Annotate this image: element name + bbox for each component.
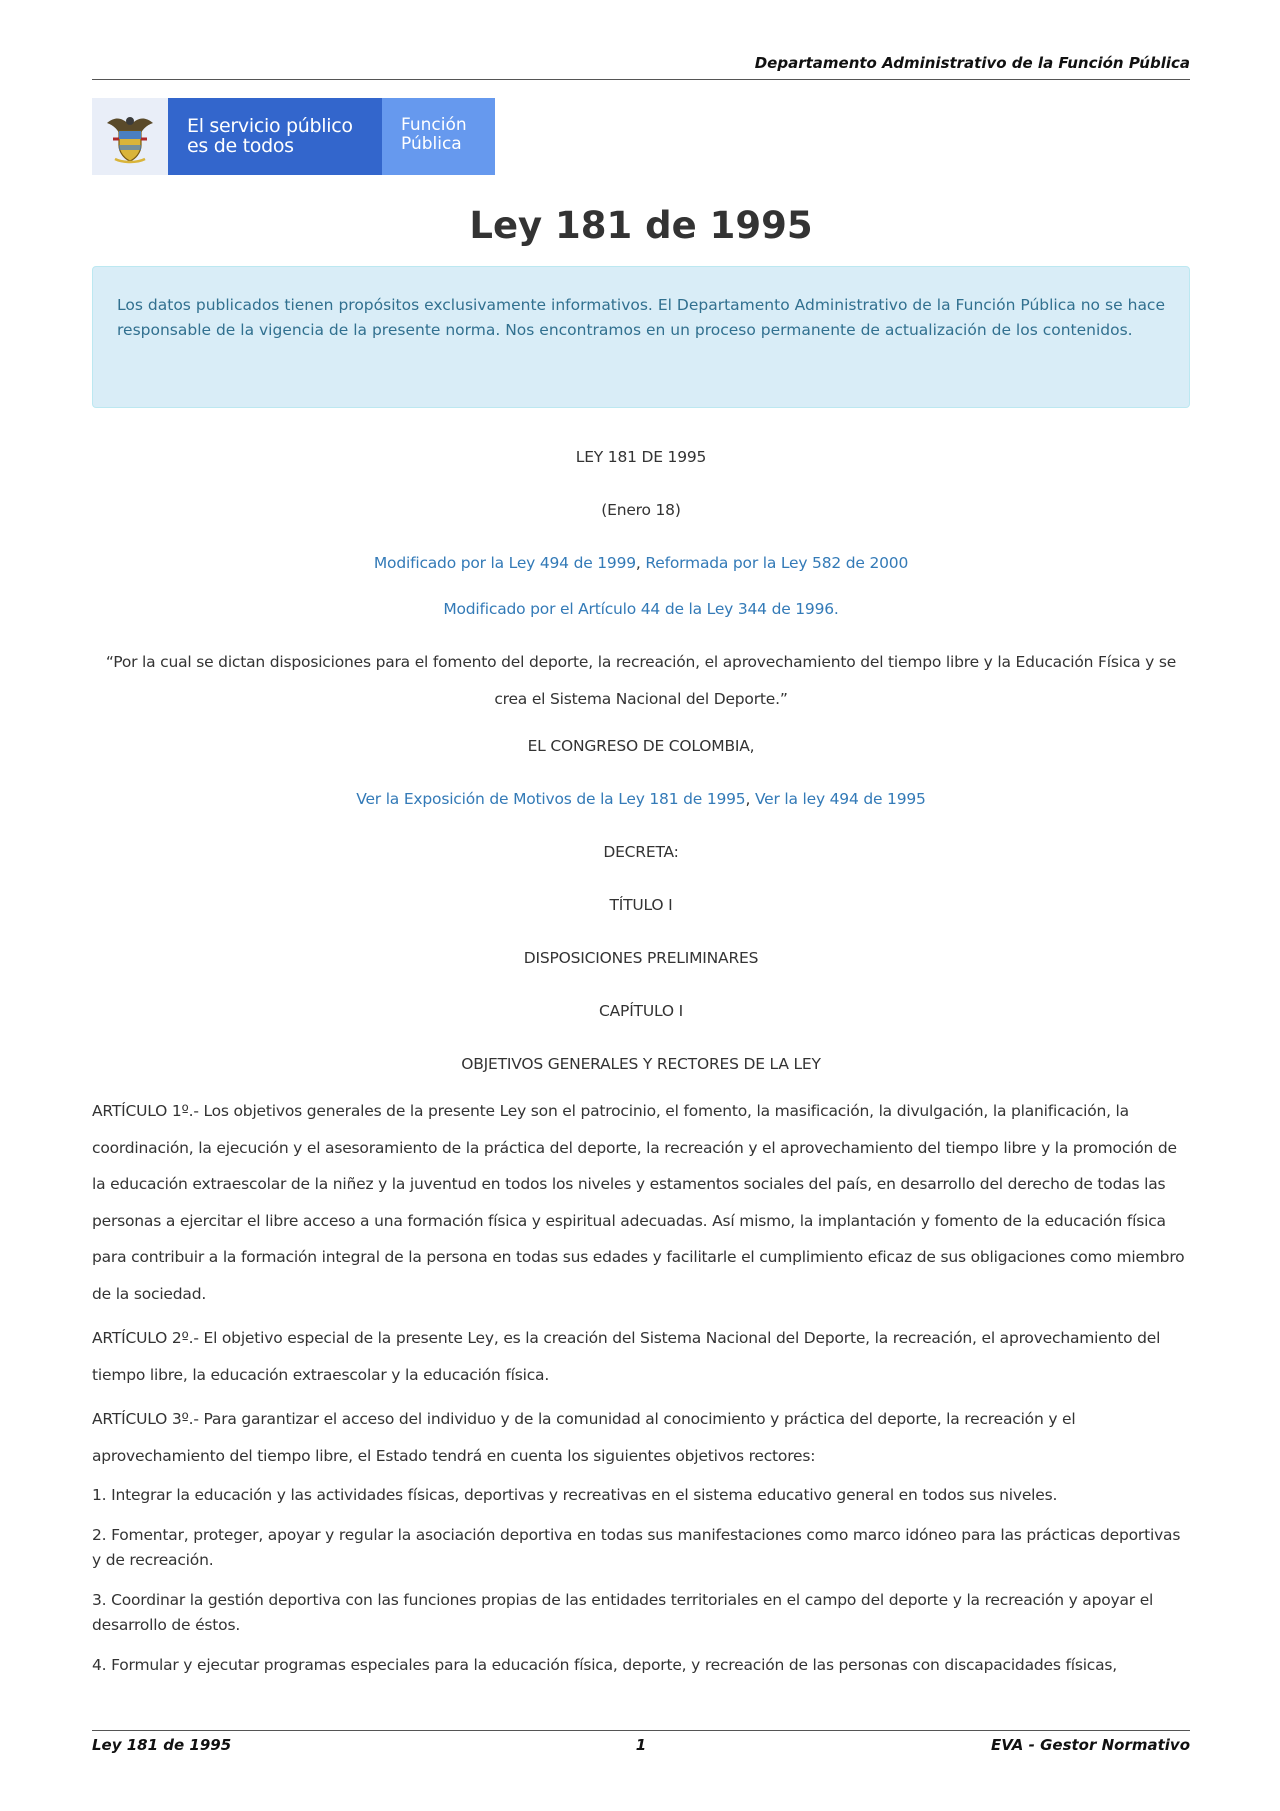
page-header bbox=[92, 54, 1190, 80]
link-exposicion-motivos[interactable]: Ver la Exposición de Motivos de la Ley 181 de 1995 bbox=[356, 790, 746, 808]
footer-law-name: Ley 181 de 1995 bbox=[92, 1736, 232, 1754]
article-3: ARTÍCULO 3º.- Para garantizar el acceso del individuo y de la comunidad al conocimiento y práctica del deporte, la recreación y el aprovechamiento del tiempo libre, el Estado tendrá en cuenta los siguientes objetivos rectores: bbox=[92, 1410, 1076, 1465]
footer-system-name: EVA - Gestor Normativo bbox=[990, 1736, 1190, 1754]
law-epigraph: “Por la cual se dictan disposiciones para el fomento del deporte, la recreación, el aprovechamiento del tiempo libre y la Educación Física y se crea el Sistema Nacional del Deporte.” bbox=[105, 653, 1177, 708]
link-separator: , bbox=[745, 790, 755, 808]
capitulo-name: OBJETIVOS GENERALES Y RECTORES DE LA LEY bbox=[461, 1055, 821, 1073]
logo-slogan-line1: El servicio público bbox=[187, 115, 353, 137]
list-item: 4. Formular y ejecutar programas especiales para la educación física, deporte, y recreación de las personas con discapacidades físicas, bbox=[92, 1656, 1118, 1674]
info-notice: Los datos publicados tienen propósitos exclusivamente informativos. El Departamento Administrativo de la Función Pública no se hace responsable de la vigencia de la presente norma. Nos encontramos en un proceso permanente de actualización de los contenidos. bbox=[92, 266, 1190, 408]
modification-link-row bbox=[92, 598, 1190, 620]
link-articulo-44-ley-344[interactable]: Modificado por el Artículo 44 de la Ley 344 de 1996. bbox=[443, 600, 839, 618]
logo-brand-line1: Función bbox=[401, 115, 467, 135]
header-organization: Departamento Administrativo de la Función Pública bbox=[754, 54, 1190, 72]
list-item: 1. Integrar la educación y las actividades físicas, deportivas y recreativas en el sistema educativo general en todos sus niveles. bbox=[92, 1486, 1058, 1504]
congress-line: EL CONGRESO DE COLOMBIA, bbox=[527, 737, 755, 755]
page-footer bbox=[92, 1730, 1190, 1756]
logo-slogan bbox=[168, 98, 382, 175]
colombia-coat-of-arms-icon bbox=[92, 98, 168, 175]
page-title: Ley 181 de 1995 bbox=[469, 204, 813, 247]
logo-brand bbox=[382, 98, 495, 175]
list-item: 2. Fomentar, proteger, apoyar y regular la asociación deportiva en todas sus manifestaciones como marco idóneo para las prácticas deportivas y de recreación. bbox=[92, 1526, 1181, 1569]
capitulo-heading: CAPÍTULO I bbox=[599, 1002, 683, 1020]
law-heading: LEY 181 DE 1995 bbox=[575, 448, 707, 466]
article-1: ARTÍCULO 1º.- Los objetivos generales de la presente Ley son el patrocinio, el fomento, la masificación, la divulgación, la planificación, la coordinación, la ejecución y el asesoramiento de la práctica del deporte, la recreación y el aprovechamiento del tiempo libre y la promoción de la educación extraescolar de la niñez y la juventud en todos los niveles y estamentos sociales del país, en desarrollo del derecho de todas las personas a ejercitar el libre acceso a una formación física y espiritual adecuadas. Así mismo, la implantación y fomento de la educación física para contribuir a la formación integral de la persona en todas sus edades y facilitarle el cumplimiento eficaz de sus obligaciones como miembro de la sociedad. bbox=[92, 1102, 1185, 1303]
logo-slogan-line2: es de todos bbox=[187, 135, 294, 157]
funcion-publica-logo[interactable] bbox=[92, 98, 495, 175]
reference-links bbox=[92, 788, 1190, 810]
article-2: ARTÍCULO 2º.- El objetivo especial de la presente Ley, es la creación del Sistema Nacional del Deporte, la recreación, el aprovechamiento del tiempo libre, la educación extraescolar y la educación física. bbox=[92, 1329, 1161, 1384]
law-date: (Enero 18) bbox=[601, 501, 681, 519]
link-separator: , bbox=[635, 554, 646, 572]
link-ley-582-2000[interactable]: Reformada por la Ley 582 de 2000 bbox=[645, 554, 909, 572]
document-body bbox=[92, 446, 1190, 1678]
link-ley-494-1995[interactable]: Ver la ley 494 de 1995 bbox=[754, 790, 926, 808]
modification-links bbox=[92, 552, 1190, 574]
list-item: 3. Coordinar la gestión deportiva con las funciones propias de las entidades territoriales en el campo del deporte y la recreación y apoyar el desarrollo de éstos. bbox=[92, 1591, 1154, 1634]
logo-brand-line2: Pública bbox=[401, 134, 462, 154]
page-number: 1 bbox=[635, 1736, 647, 1754]
titulo-heading: TÍTULO I bbox=[609, 896, 673, 914]
decreta-line: DECRETA: bbox=[603, 843, 679, 861]
titulo-name: DISPOSICIONES PRELIMINARES bbox=[523, 949, 759, 967]
link-ley-494-1999[interactable]: Modificado por la Ley 494 de 1999 bbox=[373, 554, 636, 572]
